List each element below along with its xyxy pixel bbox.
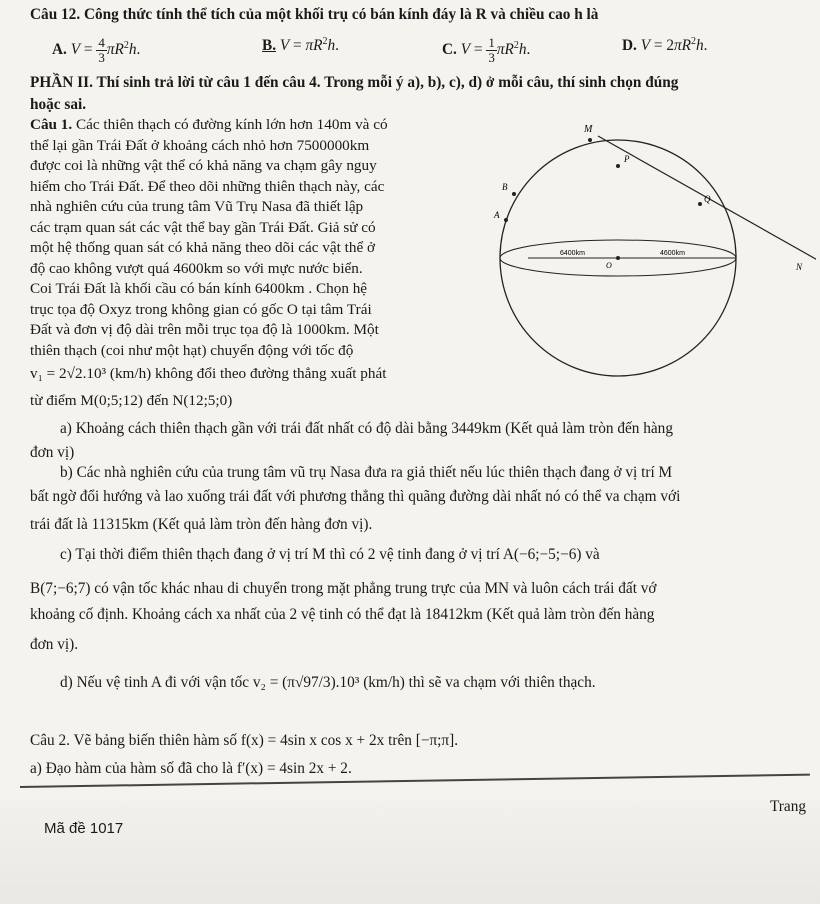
label-4600: 4600km <box>660 250 685 257</box>
q1-line: Đất và đơn vị độ dài trên mỗi trục tọa độ là 1000km. Một <box>30 321 379 338</box>
q2-stem: Câu 2. Vẽ bảng biến thiên hàm số f(x) = 4sin x cos x + 2x trên [−π;π]. <box>30 732 459 749</box>
q12-option-d: D. $V = 2\pi R^2h$. <box>622 36 708 55</box>
label-b: B <box>502 182 508 192</box>
q1-statement-c-cont2: khoảng cố định. Khoảng cách xa nhất của 2 vệ tinh có thể đạt là 18412km (Kết quả làm tròn đến hàng <box>30 606 655 623</box>
label-a: A <box>494 210 500 220</box>
footer-page: Trang <box>770 798 806 815</box>
q1-line: hiểm cho Trái Đất. Để theo dõi những thiên thạch này, các <box>30 177 385 195</box>
label-p: P <box>624 154 630 164</box>
point-m <box>588 138 592 142</box>
q1-stem <box>30 115 388 411</box>
point-o <box>616 256 620 260</box>
label-6400: 6400km <box>560 250 585 257</box>
label-o: O <box>606 261 612 270</box>
q1-statement-b-cont: bất ngờ đổi hướng và lao xuống trái đất với phương thẳng thì quãng đường dài nhất nó có thể va chạm với <box>30 488 681 505</box>
q12-option-b: B. $V = \pi R^2h$. <box>262 36 339 55</box>
q1-line: độ cao không vượt quá 4600km so với mực nước biển. <box>30 259 363 277</box>
point-b <box>512 192 516 196</box>
label-q: Q <box>704 194 711 204</box>
footer-area <box>0 800 820 904</box>
label-n: N <box>796 262 803 272</box>
point-a <box>504 218 508 222</box>
q1-statement-a: a) Khoảng cách thiên thạch gần với trái đất nhất có độ dài bằng 3449km (Kết quả làm tròn đến hàng <box>60 420 673 437</box>
q1-statement-d: d) Nếu vệ tinh A đi với vận tốc v₂ = (π√97/3).10³ (km/h) thì sẽ va chạm với thiên thạch. <box>60 674 596 691</box>
footer-code: Mã đề 1017 <box>44 820 124 837</box>
q1-line: Câu 1. Các thiên thạch có đường kính lớn hơn 140m và có <box>30 116 388 133</box>
q1-line: nhà nghiên cứu của trung tâm Vũ Trụ Nasa đã thiết lập <box>30 198 364 215</box>
q1-line: một hệ thống quan sát có khả năng theo dõi các vật thể ở <box>30 239 376 256</box>
earth-figure <box>468 118 816 380</box>
label-m: M <box>584 124 593 135</box>
part2-heading: PHẦN II. Thí sinh trả lời từ câu 1 đến câu 4. Trong mỗi ý a), b), c), d) ở mỗi câu, thí sinh chọn đúng <box>30 74 679 91</box>
q1-line: được coi là những vật thể có khả năng va chạm gây nguy <box>30 157 377 174</box>
trajectory-line <box>598 136 816 284</box>
q1-line: các trạm quan sát các vật thể bay gần Trái Đất. Giả sử có <box>30 218 376 236</box>
q1-line: Coi Trái Đất là khối cầu có bán kính 6400km . Chọn hệ <box>30 280 368 297</box>
q12-stem: Câu 12. Công thức tính thể tích của một khối trụ có bán kính đáy là R và chiều cao h là <box>30 6 599 23</box>
q1-statement-c-cont3: đơn vị). <box>30 636 79 653</box>
q1-statement-a-cont: đơn vị) <box>30 444 75 461</box>
point-p <box>616 164 620 168</box>
q1-line: thể lại gần Trái Đất ở khoảng cách nhỏ hơn 7500000km <box>30 136 370 154</box>
q12-option-c: C. V = $\frac{1}{3}$ $\pi R^2h$. <box>442 35 531 65</box>
part2-heading-cont: hoặc sai. <box>30 96 87 113</box>
q1-statement-b: b) Các nhà nghiên cứu của trung tâm vũ trụ Nasa đưa ra giả thiết nếu lúc thiên thạch đang ở vị trí M <box>60 464 673 481</box>
q12-option-a: A. V = $\frac{4}{3}$ $\pi R^2h$. <box>52 35 141 65</box>
q1-statement-c: c) Tại thời điểm thiên thạch đang ở vị trí M thì có 2 vệ tinh đang ở vị trí A(−6;−5;−6) và <box>60 546 600 563</box>
q1-statement-b-cont2: trái đất là 11315km (Kết quả làm tròn đến hàng đơn vị). <box>30 516 373 533</box>
point-q <box>698 202 702 206</box>
q1-line: thiên thạch (coi như một hạt) chuyển động với tốc độ <box>30 341 354 359</box>
q2-statement-a: a) Đạo hàm của hàm số đã cho là f′(x) = 4sin 2x + 2. <box>30 760 352 777</box>
q1-line: trục tọa độ Oxyz trong không gian có gốc O tại tâm Trái <box>30 300 372 318</box>
q1-line: v₁ = 2√2.10³ (km/h) không đổi theo đường thẳng xuất phát <box>30 365 387 382</box>
q1-statement-c-cont: B(7;−6;7) có vận tốc khác nhau di chuyển trong mặt phẳng trung trực của MN và luôn cách trái đất vớ <box>30 580 657 597</box>
q1-line: từ điểm M(0;5;12) đến N(12;5;0) <box>30 391 233 409</box>
